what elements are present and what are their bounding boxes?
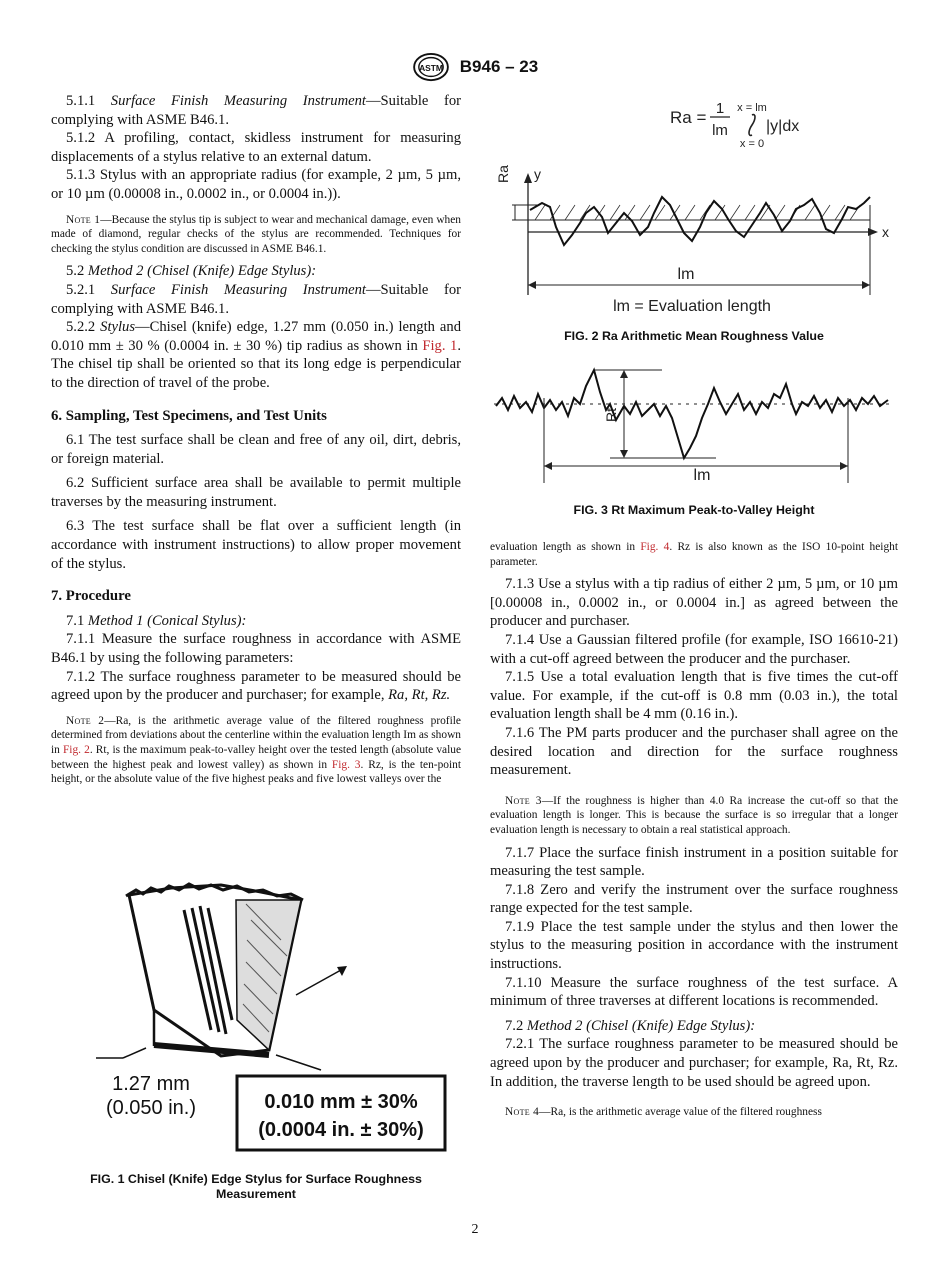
fig3-link[interactable]: Fig. 3: [331, 758, 361, 771]
fig3-lm: lm: [693, 467, 711, 484]
para-7-1-8: 7.1.8 Zero and verify the instrument over the surface roughness range expected for the test sample.: [490, 881, 898, 917]
section-7-heading: 7. Procedure: [51, 588, 131, 605]
astm-logo-icon: [412, 52, 450, 82]
note-1: Note 1—Because the stylus tip is subject to wear and mechanical damage, even when made of diamond, regular checks of the stylus are recommended. Techniques for checking the stylus condition are discussed in ASME B46.1.: [51, 213, 461, 255]
para-5-1-1: 5.1.1 Surface Finish Measuring Instrument—Suitable for complying with ASME B46.1.: [51, 93, 461, 128]
fig3-caption: FIG. 3 Rt Maximum Peak-to-Valley Height: [573, 503, 815, 517]
para-7-1-7: 7.1.7 Place the surface finish instrument in a position suitable for measuring the test sample.: [490, 844, 898, 880]
para-7-1-4: 7.1.4 Use a Gaussian filtered profile (for example, ISO 16610-21) with a cut-off agreed between the producer and the purchaser.: [490, 631, 898, 667]
para-7-2-1: 7.2.1 The surface roughness parameter to be measured should be agreed upon by the producer and purchaser; for example, Ra, Rt, Rz. In addition, the traverse length to be used should be agreed upon.: [490, 1036, 898, 1090]
fig2-lm: lm: [677, 266, 695, 283]
fig1-radius-label: 0.010 mm ± 30%: [264, 1091, 418, 1113]
para-7-1: 7.1 Method 1 (Conical Stylus):: [66, 612, 247, 629]
para-7-1-9: 7.1.9 Place the test sample under the stylus and then lower the stylus to the measuring position in accordance with the instrument instructions.: [490, 918, 898, 973]
para-5-2-1: 5.2.1 Surface Finish Measuring Instrument—Suitable for complying with ASME B46.1.: [51, 281, 461, 317]
page-number: 2: [471, 1222, 479, 1237]
note-3: Note 3—If the roughness is higher than 4.0 Ra increase the cut-off so that the evaluation length is longer. This is because the surface is so irregular that a longer evaluation length is necessary to obtain a real statistical approach.: [490, 794, 899, 836]
para-6-3: 6.3 The test surface shall be flat over a sufficient length (in accordance with instrument instructions) to allow proper movement of the stylus.: [51, 518, 461, 572]
fig2-axis-y: y: [534, 166, 541, 182]
document-code: B946 – 23: [459, 57, 539, 76]
fig2-formula-body: |y|dx: [766, 118, 800, 135]
para-7-1-1: 7.1.1 Measure the surface roughness in accordance with ASME B46.1 by using the following parameters:: [51, 631, 461, 667]
note-2: Note 2—Ra, is the arithmetic average value of the filtered roughness profile determined from deviations about the centerline within the evaluation length Im as shown in Fig. 2. Rt, is the maximum peak-to-valley height over the tested length (absolute value between the highest peak and lowest valley) as shown in Fig. 3. Rz, is the ten-point height, or the absolute value of the five highest peaks and five lowest valleys over the: [51, 714, 461, 786]
note-4: Note 4—Ra, is the arithmetic average value of the filtered roughness: [505, 1106, 822, 1119]
left-column: [51, 92, 461, 793]
fig2-formula-lower: x = 0: [739, 138, 765, 150]
para-7-1-5: 7.1.5 Use a total evaluation length that is five times the cut-off value. For example, if the cut-off is 0.8 mm (0.03 in.), the total evaluation length shall be 4 mm (0.16 in.).: [490, 669, 898, 723]
fig4-link[interactable]: Fig. 4: [640, 541, 670, 553]
fig2-caption: FIG. 2 Ra Arithmetic Mean Roughness Value: [564, 329, 824, 343]
para-7-2: 7.2 Method 2 (Chisel (Knife) Edge Stylus):: [505, 1017, 756, 1034]
fig1-caption: FIG. 1 Chisel (Knife) Edge Stylus for Surface Roughness Measurement: [90, 1172, 422, 1201]
para-7-1-2: 7.1.2 The surface roughness parameter to be measured should be agreed upon by the producer and purchaser; for example, Ra, Rt, Rz.: [51, 668, 461, 704]
fig2-link[interactable]: Fig. 2: [62, 744, 90, 756]
fig2-formula-num: 1: [715, 100, 725, 117]
para-5-1-2: 5.1.2 A profiling, contact, skidless instrument for measuring displacements of a stylus relative to an external datum.: [51, 130, 461, 165]
page-header: [0, 52, 950, 82]
section-6-heading: 6. Sampling, Test Specimens, and Test Units: [51, 407, 327, 424]
fig3-profile-line: [496, 370, 888, 458]
para-5-2: 5.2 Method 2 (Chisel (Knife) Edge Stylus):: [66, 263, 317, 280]
fig1-stylus-drawing: [51, 880, 461, 1165]
fig1-link[interactable]: Fig. 1: [422, 337, 458, 354]
para-7-1-3: 7.1.3 Use a stylus with a tip radius of either 2 µm, 5 µm, or 10 µm [0.00008 in., 0.0002 in., or 0.0004 in.] as agreed between the producer and purchaser.: [490, 576, 898, 630]
para-5-1-3: 5.1.3 Stylus with an appropriate radius (for example, 2 µm, 5 µm, or 10 µm (0.00008 in., 0.0002 in., or 0.0004 in.)).: [51, 167, 461, 202]
fig2-formula-lhs: Ra =: [670, 108, 707, 127]
figure-2: [490, 95, 898, 345]
figure-1: [51, 880, 461, 1200]
fig1-length-inch-label: (0.050 in.): [105, 1097, 197, 1119]
right-column: [490, 540, 898, 1126]
para-7-1-10: 7.1.10 Measure the surface roughness of the test surface. A minimum of three traverses at different locations is recommended.: [490, 974, 898, 1010]
logo-text: ASTM: [418, 62, 443, 73]
fig2-formula-den: lm: [712, 122, 728, 139]
fig3-chart: [490, 358, 898, 488]
note-2-continued: evaluation length as shown in Fig. 4. Rz is also known as the ISO 10-point height parameter.: [490, 541, 898, 568]
fig1-length-label: 1.27 mm: [112, 1073, 190, 1095]
fig2-axis-ra: Ra: [495, 165, 511, 183]
fig3-rt: Rt: [603, 408, 619, 422]
fig1-radius-inch-label: (0.0004 in. ± 30%): [258, 1119, 424, 1141]
figure-3: [490, 358, 898, 518]
fig2-axis-x: x: [882, 224, 889, 240]
fig2-chart: [490, 95, 898, 320]
para-6-1: 6.1 The test surface shall be clean and free of any oil, dirt, debris, or foreign material.: [51, 432, 461, 467]
fig2-legend: lm = Evaluation length: [613, 298, 771, 315]
para-7-1-6: 7.1.6 The PM parts producer and the purchaser shall agree on the desired location and direction for the surface roughness measurement.: [490, 724, 898, 779]
para-6-2: 6.2 Sufficient surface area shall be available to permit multiple traverses by the measuring instrument.: [51, 475, 461, 510]
fig2-formula-upper: x = lm: [737, 102, 767, 114]
fig2-profile-line: [530, 197, 870, 245]
para-5-2-2: 5.2.2 Stylus—Chisel (knife) edge, 1.27 mm (0.050 in.) length and 0.010 mm ± 30 % (0.0004 in. ± 30 %) tip radius as shown in Fig. 1. The chisel tip shall be oriented so that its long edge is perpendicular to the direction of travel of the probe.: [51, 319, 462, 391]
